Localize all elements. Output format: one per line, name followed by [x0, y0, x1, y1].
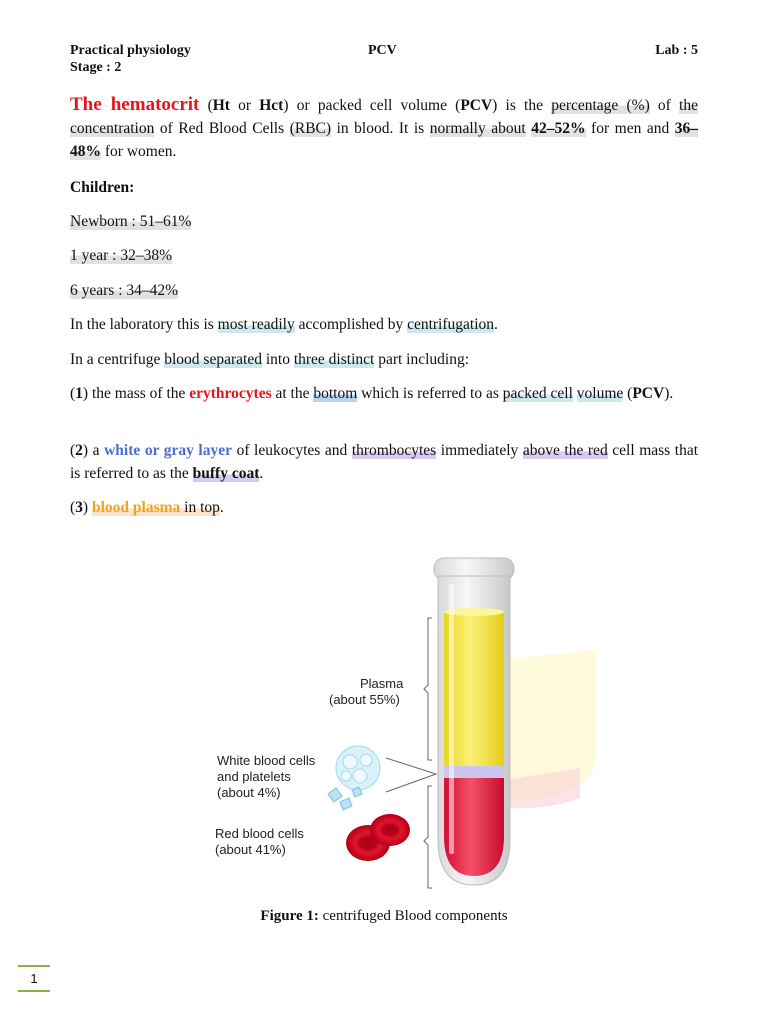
- tube-highlight: [449, 584, 454, 854]
- wbc-percentage: (about 4%): [217, 785, 281, 800]
- plasma-percentage: (about 55%): [329, 692, 400, 707]
- erythrocytes-term: erythrocytes: [189, 385, 272, 402]
- figure-caption: Figure 1: centrifuged Blood components: [260, 908, 508, 924]
- point-2: (2) a white or gray layer of leukocytes and thrombocytes immediately above the red cell mass that is referred to as the buffy coat.: [70, 442, 699, 482]
- white-blood-cell-icon: [336, 746, 380, 790]
- red-blood-cells-icon: [346, 814, 410, 861]
- wbc-label-line2: and platelets: [217, 769, 291, 784]
- point-1: (1) the mass of the erythrocytes at the bottom which is referred to as packed cell volume (PCV).: [70, 385, 674, 402]
- page-number: 1: [18, 965, 50, 992]
- lab-number: Lab : 5: [655, 43, 698, 58]
- platelets-icon: [328, 787, 362, 810]
- plasma-label: Plasma: [360, 676, 404, 691]
- white-layer-term: white or gray layer: [104, 442, 233, 459]
- stage-label: Stage : 2: [70, 60, 122, 75]
- lab-sentence: In the laboratory this is most readily accomplished by centrifugation.: [70, 316, 498, 333]
- course-title: Practical physiology: [70, 43, 191, 58]
- blood-plasma-term: blood plasma: [91, 499, 181, 516]
- point-3: (3) blood plasma in top.: [70, 499, 224, 516]
- wbc-label-line1: White blood cells: [217, 753, 316, 768]
- six-years-range: 6 years : 34–42%: [70, 282, 179, 299]
- one-year-range: 1 year : 32–38%: [70, 247, 173, 264]
- newborn-range: Newborn : 51–61%: [70, 213, 192, 230]
- intro-paragraph: The hematocrit (Ht or Hct) or packed cell volume (PCV) is the percentage (%) of the concentration of Red Blood Cells (RBC) in blood. It is normally about 42–52% for men and 36–48% for women.: [70, 94, 699, 160]
- rbc-label: Red blood cells: [215, 826, 304, 841]
- centrifuge-sentence: In a centrifuge blood separated into three distinct part including:: [70, 351, 470, 368]
- plasma-bracket: [424, 618, 432, 760]
- term-hematocrit: The hematocrit: [70, 94, 200, 115]
- rbc-bracket: [424, 786, 432, 888]
- topic-title: PCV: [368, 43, 397, 58]
- children-heading: Children:: [70, 179, 135, 196]
- rbc-percentage: (about 41%): [215, 842, 286, 857]
